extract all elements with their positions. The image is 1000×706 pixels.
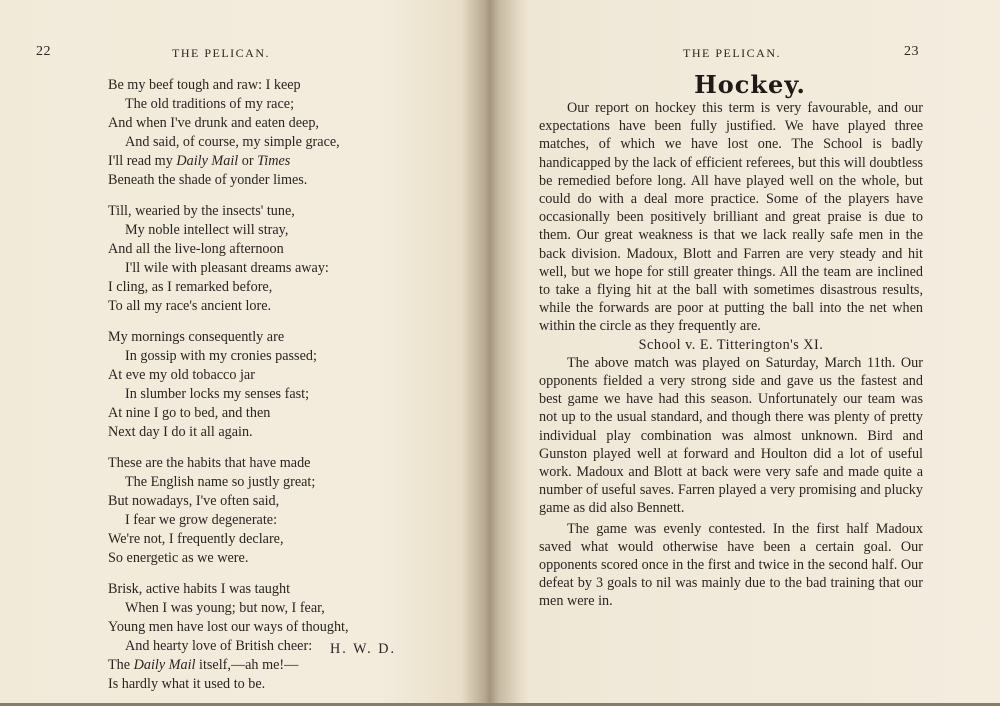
- article-paragraph: The above match was played on Saturday, March 11th. Our opponents fielded a very strong side and gave us the fastest and best game we have had this season. Unfortunately our team was not up to the usual standard, and though there was plenty of pretty individual play combination was almost unknown. Bird and Gunston played well at forward and Houlton did a lot of useful work. Madoux and Blott at back were very safe and made quite a number of useful saves. Farren played a very promising and plucky game as did also Bennett.: [539, 354, 923, 517]
- right-page: [500, 0, 1000, 703]
- poem-text: Next day I do it all again.: [108, 424, 253, 440]
- poem-text: I'll read my: [108, 153, 177, 169]
- poem-stanza: [108, 76, 428, 190]
- poem-stanza: [108, 328, 428, 442]
- poem-line: [108, 675, 428, 694]
- poem-line: [108, 580, 428, 599]
- poem-text: Is hardly what it used to be.: [108, 676, 266, 692]
- page-number-left: 22: [36, 44, 51, 59]
- poem-text: We're not, I frequently declare,: [108, 531, 284, 547]
- poem-line: [108, 297, 428, 316]
- poem-text: Till, wearied by the insects' tune,: [108, 203, 295, 219]
- article-paragraph: The game was evenly contested. In the first half Madoux saved what would otherwise have been a certain goal. Our opponents scored once in the first and twice in the second half. Our defeat by 3 goals to nil was mainly due to the bad training that our men were in.: [539, 520, 923, 610]
- poem-italic-text: Daily Mail: [133, 657, 196, 673]
- poem-text: Be my beef tough and raw: I keep: [108, 77, 301, 93]
- poem-line: [108, 656, 428, 675]
- hockey-article: [539, 99, 923, 611]
- poem-line: [108, 76, 428, 95]
- poem-stanza: [108, 580, 428, 694]
- poem-line: [108, 404, 428, 423]
- poem-line: [108, 278, 428, 297]
- poem: [108, 76, 428, 706]
- poem-text: When I was young; but now, I fear,: [125, 600, 325, 616]
- poem-text: To all my race's ancient lore.: [108, 298, 272, 314]
- poem-line: [108, 385, 428, 404]
- poem-line: [108, 599, 428, 618]
- poem-line: [108, 366, 428, 385]
- poem-line: [108, 202, 428, 221]
- poem-text: I fear we grow degenerate:: [125, 512, 278, 528]
- poem-line: [108, 171, 428, 190]
- poem-text: I cling, as I remarked before,: [108, 279, 273, 295]
- poem-text: or: [238, 153, 258, 169]
- poem-line: [108, 133, 428, 152]
- poem-stanza: [108, 454, 428, 568]
- poem-text: And said, of course, my simple grace,: [125, 134, 340, 150]
- poem-text: My mornings consequently are: [108, 329, 285, 345]
- poem-line: [108, 95, 428, 114]
- poem-line: [108, 454, 428, 473]
- poem-line: [108, 511, 428, 530]
- poem-text: And all the live-long afternoon: [108, 241, 284, 257]
- poem-line: [108, 347, 428, 366]
- running-head-left: THE PELICAN.: [172, 46, 270, 60]
- poem-text: These are the habits that have made: [108, 455, 311, 471]
- poem-text: But nowadays, I've often said,: [108, 493, 280, 509]
- poem-line: [108, 473, 428, 492]
- page-number-right: 23: [904, 44, 919, 59]
- poem-signature: H. W. D.: [330, 641, 397, 657]
- poem-line: [108, 328, 428, 347]
- poem-line: [108, 221, 428, 240]
- poem-text: In slumber locks my senses fast;: [125, 386, 310, 402]
- poem-text: So energetic as we were.: [108, 550, 249, 566]
- poem-text: I'll wile with pleasant dreams away:: [125, 260, 329, 276]
- poem-text: Brisk, active habits I was taught: [108, 581, 291, 597]
- poem-text: And when I've drunk and eaten deep,: [108, 115, 319, 131]
- poem-text: At eve my old tobacco jar: [108, 367, 255, 383]
- poem-text: The: [108, 657, 134, 673]
- poem-line: [108, 549, 428, 568]
- left-page: [0, 0, 480, 703]
- poem-line: [108, 152, 428, 171]
- poem-line: [108, 423, 428, 442]
- article-title: Hockey.: [694, 70, 806, 99]
- poem-italic-text: Daily Mail: [176, 153, 239, 169]
- poem-text: The English name so justly great;: [125, 474, 316, 490]
- poem-line: [108, 618, 428, 637]
- running-head-right: THE PELICAN.: [683, 46, 781, 60]
- poem-text: The old traditions of my race;: [125, 96, 295, 112]
- poem-line: [108, 530, 428, 549]
- poem-line: [108, 259, 428, 278]
- poem-italic-text: Times: [257, 153, 291, 169]
- article-paragraph: Our report on hockey this term is very favourable, and our expectations have been fully justified. We have played three matches, of which we have lost one. The School is badly handicapped by the lack of efficient referees, but this will doubtless be remedied before long. All have played well on the whole, but could do with a deal more practice. Some of the players have occasionally been positively brilliant and great praise is due to them. Our great weakness is that we lack really safe men in the back division. Madoux, Blott and Farren are very steady and hit well, but we hope for still greater things. All the team are inclined to take a flying hit at the ball with sometimes disastrous results, while the forwards are poor at putting the ball into the net when within the circle as they frequently are.: [539, 100, 923, 335]
- poem-stanza: [108, 202, 428, 316]
- poem-line: [108, 240, 428, 259]
- poem-text: itself,—ah me!—: [195, 657, 299, 673]
- poem-line: [108, 114, 428, 133]
- poem-text: In gossip with my cronies passed;: [125, 348, 317, 364]
- poem-text: My noble intellect will stray,: [125, 222, 289, 238]
- poem-line: [108, 492, 428, 511]
- match-heading: School v. E. Titterington's XI.: [638, 336, 824, 353]
- poem-text: At nine I go to bed, and then: [108, 405, 271, 421]
- poem-text: Beneath the shade of yonder limes.: [108, 172, 308, 188]
- poem-text: Young men have lost our ways of thought,: [108, 619, 349, 635]
- poem-text: And hearty love of British cheer:: [125, 638, 313, 654]
